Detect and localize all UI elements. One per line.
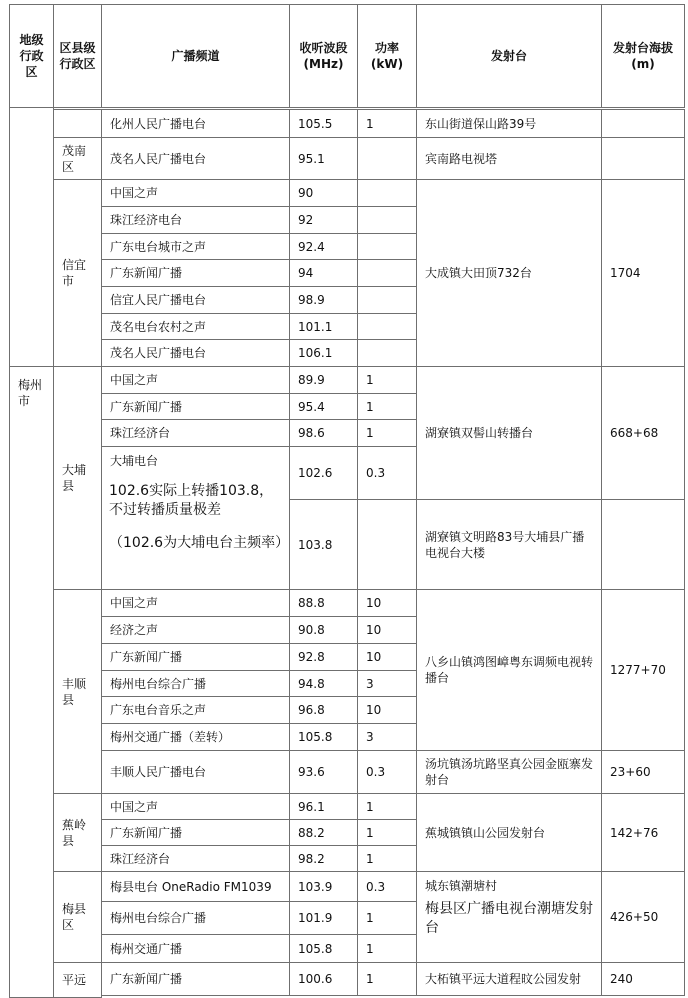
channel-cell: 广东新闻广播 (101, 962, 290, 996)
freq-cell: 94.8 (289, 670, 358, 697)
freq-cell: 105.5 (289, 109, 358, 138)
transmitter-cell: 大成镇大田顶732台 (416, 179, 602, 367)
power-cell: 0.3 (357, 750, 417, 794)
altitude-cell: 142+76 (601, 793, 685, 872)
power-cell: 1 (357, 934, 417, 963)
transmitter-cell: 湖寮镇双髻山转播台 (416, 366, 602, 500)
power-cell (357, 499, 417, 590)
power-cell (357, 313, 417, 340)
county-jiaoling: 蕉岭县 (53, 793, 102, 872)
channel-cell: 珠江经济台 (101, 845, 290, 872)
county-xinyi: 信宜市 (53, 179, 102, 367)
altitude-cell: 1277+70 (601, 589, 685, 751)
transmitter-cell: 宾南路电视塔 (416, 137, 602, 180)
freq-cell: 105.8 (289, 934, 358, 963)
freq-cell: 101.9 (289, 901, 358, 935)
power-cell: 10 (357, 616, 417, 644)
freq-cell: 98.6 (289, 419, 358, 447)
altitude-cell: 23+60 (601, 750, 685, 794)
freq-cell: 88.2 (289, 819, 358, 846)
header-channel: 广播频道 (101, 4, 290, 108)
channel-cell: 梅州电台综合广播 (101, 901, 290, 935)
power-cell (357, 286, 417, 314)
power-cell: 10 (357, 589, 417, 617)
altitude-cell (601, 109, 685, 138)
freq-cell: 88.8 (289, 589, 358, 617)
header-power: 功率(kW) (357, 4, 417, 108)
freq-cell: 92.4 (289, 233, 358, 260)
power-cell: 1 (357, 393, 417, 420)
altitude-cell: 426+50 (601, 871, 685, 963)
freq-cell: 92.8 (289, 643, 358, 671)
transmitter-cell: 东山街道保山路39号 (416, 109, 602, 138)
freq-cell: 98.9 (289, 286, 358, 314)
power-cell: 0.3 (357, 871, 417, 902)
transmitter-cell: 大柘镇平远大道程旼公园发射 (416, 962, 602, 996)
power-cell: 1 (357, 109, 417, 138)
header-frequency: 收听波段(MHz) (289, 4, 358, 108)
channel-cell: 广东新闻广播 (101, 643, 290, 671)
channel-cell: 中国之声 (101, 793, 290, 820)
channel-cell: 化州人民广播电台 (101, 109, 290, 138)
channel-cell: 珠江经济电台 (101, 206, 290, 234)
power-cell: 0.3 (357, 446, 417, 500)
power-cell: 10 (357, 696, 417, 724)
transmitter-cell: 湖寮镇文明路83号大埔县广播电视台大楼 (416, 499, 602, 590)
channel-cell: 梅州电台综合广播 (101, 670, 290, 697)
header-transmitter: 发射台 (416, 4, 602, 108)
header-county: 区县级行政区 (53, 4, 102, 108)
power-cell: 3 (357, 723, 417, 751)
freq-cell: 94 (289, 259, 358, 287)
county-fengshun: 丰顺县 (53, 589, 102, 794)
header-region: 地级行政区 (9, 4, 54, 108)
freq-cell: 89.9 (289, 366, 358, 394)
channel-cell: 广东新闻广播 (101, 819, 290, 846)
dabu-main-frequency-note: （102.6为大埔电台主频率） (109, 535, 290, 551)
county-pingyuan: 平远 (53, 962, 102, 998)
dabu-channel-name: 大埔电台 (110, 454, 159, 468)
power-cell: 1 (357, 845, 417, 872)
power-cell: 1 (357, 901, 417, 935)
freq-cell: 101.1 (289, 313, 358, 340)
power-cell (357, 339, 417, 367)
freq-cell: 95.4 (289, 393, 358, 420)
county-cell-empty (53, 109, 102, 138)
channel-cell: 经济之声 (101, 616, 290, 644)
channel-cell: 中国之声 (101, 179, 290, 207)
power-cell: 1 (357, 366, 417, 394)
freq-cell: 96.1 (289, 793, 358, 820)
power-cell: 1 (357, 419, 417, 447)
power-cell: 10 (357, 643, 417, 671)
altitude-cell: 1704 (601, 179, 685, 367)
header-altitude: 发射台海拔(m) (601, 4, 685, 108)
power-cell (357, 259, 417, 287)
channel-cell: 中国之声 (101, 589, 290, 617)
channel-cell: 珠江经济台 (101, 419, 290, 447)
channel-cell: 广东新闻广播 (101, 393, 290, 420)
freq-cell: 105.8 (289, 723, 358, 751)
power-cell: 1 (357, 962, 417, 996)
county-maonan: 茂南区 (53, 137, 102, 180)
channel-cell: 信宜人民广播电台 (101, 286, 290, 314)
freq-cell: 90 (289, 179, 358, 207)
freq-cell: 95.1 (289, 137, 358, 180)
freq-cell: 96.8 (289, 696, 358, 724)
freq-cell: 92 (289, 206, 358, 234)
power-cell: 3 (357, 670, 417, 697)
channel-cell: 中国之声 (101, 366, 290, 394)
altitude-cell: 668+68 (601, 366, 685, 500)
channel-cell: 梅州交通广播 (101, 934, 290, 963)
power-cell (357, 233, 417, 260)
power-cell (357, 137, 417, 180)
freq-cell: 90.8 (289, 616, 358, 644)
channel-cell: 梅县电台 OneRadio FM1039 (101, 871, 290, 902)
county-dabu: 大埔县 (53, 366, 102, 590)
freq-cell: 102.6 (289, 446, 358, 500)
channel-cell: 梅州交通广播（差转） (101, 723, 290, 751)
altitude-cell: 240 (601, 962, 685, 996)
altitude-cell (601, 499, 685, 590)
channel-cell: 广东电台城市之声 (101, 233, 290, 260)
channel-cell: 广东电台音乐之声 (101, 696, 290, 724)
transmitter-cell: 蕉城镇镇山公园发射台 (416, 793, 602, 872)
channel-cell: 茂名电台农村之声 (101, 313, 290, 340)
region-meizhou: 梅州市 (9, 366, 54, 998)
power-cell: 1 (357, 819, 417, 846)
channel-cell: 丰顺人民广播电台 (101, 750, 290, 794)
channel-cell: 广东新闻广播 (101, 259, 290, 287)
freq-cell: 100.6 (289, 962, 358, 996)
channel-cell: 茂名人民广播电台 (101, 339, 290, 367)
freq-cell: 93.6 (289, 750, 358, 794)
power-cell (357, 206, 417, 234)
freq-cell: 98.2 (289, 845, 358, 872)
transmitter-cell: 八乡山镇鸿图嶂粤东调频电视转播台 (416, 589, 602, 751)
power-cell (357, 179, 417, 207)
power-cell: 1 (357, 793, 417, 820)
altitude-cell (601, 137, 685, 180)
county-meixian: 梅县区 (53, 871, 102, 963)
transmitter-cell: 汤坑镇汤坑路坚真公园金瓯寨发射台 (416, 750, 602, 794)
region-cell-maoming (9, 107, 54, 367)
freq-cell: 103.8 (289, 499, 358, 590)
freq-cell: 106.1 (289, 339, 358, 367)
transmitter-chengdong: 城东镇潮塘村 (425, 879, 498, 893)
dabu-relay-note: 102.6实际上转播103.8，不过转播质量极差 (109, 483, 274, 518)
freq-cell: 103.9 (289, 871, 358, 902)
transmitter-meixian-chaotang: 梅县区广播电视台潮塘发射台 (425, 901, 593, 936)
transmitter-cell (416, 871, 602, 963)
channel-cell: 茂名人民广播电台 (101, 137, 290, 180)
